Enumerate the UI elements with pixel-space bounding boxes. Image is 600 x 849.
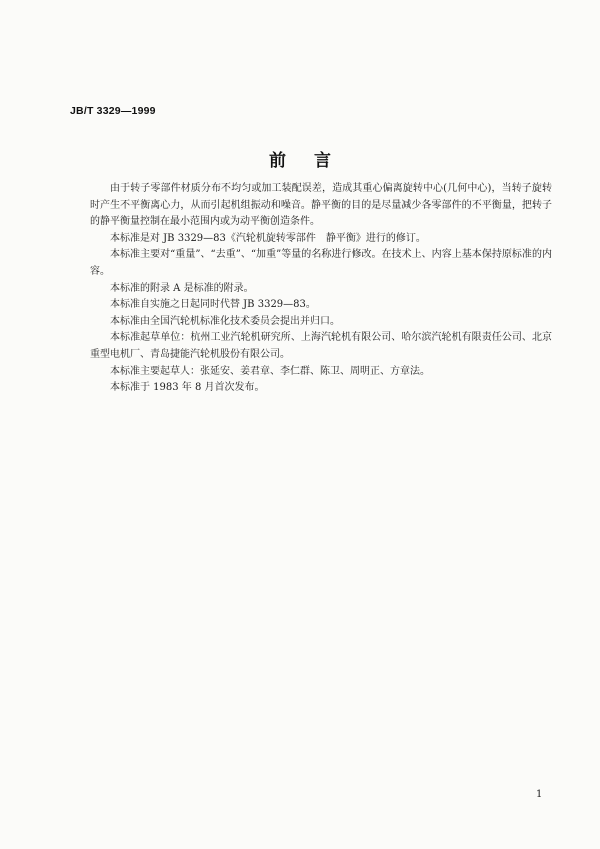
page-number: 1 [536,789,543,800]
foreword-body [90,181,552,397]
page-title: 前言 [269,151,359,171]
paragraph-first-issue: 本标准于 1983 年 8 月首次发布。 [110,382,265,394]
standard-code: JB/T 3329—1999 [70,105,156,117]
paragraph-drafters: 本标准主要起草人：张延安、姜君章、李仁群、陈卫、周明正、方章法。 [110,365,430,377]
paragraph-proposer: 本标准由全国汽轮机标准化技术委员会提出并归口。 [110,315,340,327]
paragraph-replacement: 本标准自实施之日起同时代替 JB 3329—83。 [110,299,316,311]
paragraph-background: 由于转子零部件材质分布不均匀或加工装配误差，造成其重心偏离旋转中心(几何中心)，当转子旋转时产生不平衡离心力，从而引起机组振动和噪音。静平衡的目的是尽量减少各零部件的不平衡量，把转子的静平衡量控制在最小范围内或为动平衡创造条件。 [90,183,552,228]
paragraph-changes: 本标准主要对“重量”、“去重”、“加重”等量的名称进行修改。在技术上、内容上基本保持原标准的内容。 [90,249,552,277]
paragraph-revision: 本标准是对 JB 3329—83《汽轮机旋转零部件 静平衡》进行的修订。 [110,232,426,244]
paragraph-appendix: 本标准的附录 A 是标准的附录。 [110,282,254,294]
paragraph-drafting-units: 本标准起草单位：杭州工业汽轮机研究所、上海汽轮机有限公司、哈尔滨汽轮机有限责任公司、北京重型电机厂、青岛捷能汽轮机股份有限公司。 [90,332,552,360]
